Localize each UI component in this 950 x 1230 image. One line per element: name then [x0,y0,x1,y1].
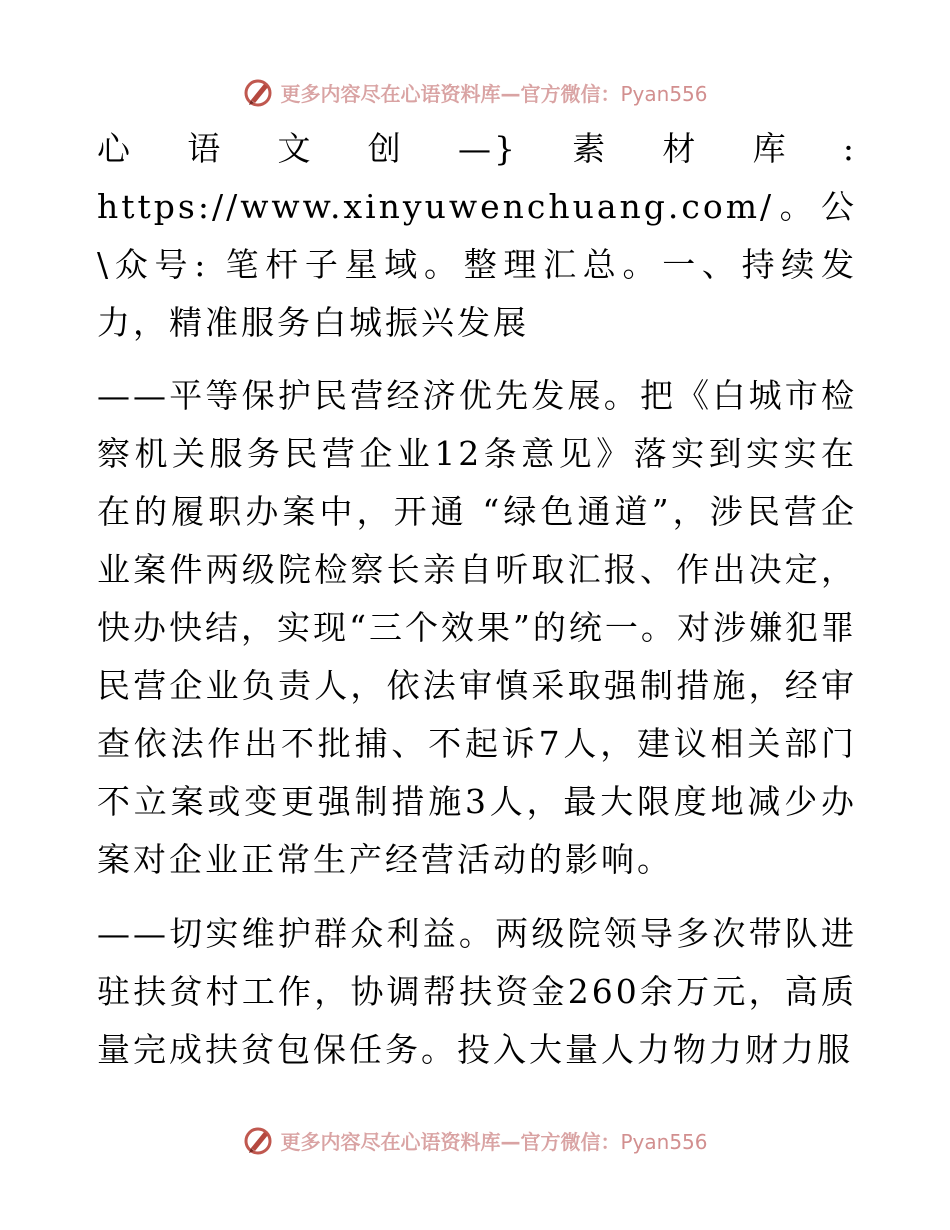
header-watermark [0,72,950,112]
paragraph-private-economy: ——平等保护民营经济优先发展。把《白城市检察机关服务民营企业12条意见》落实到实实在在的履职办案中，开通 “绿色通道”，涉民营企业案件两级院检察长亲自听取汇报、作出决定，快办快结，实现“三个效果”的统一。对涉嫌犯罪民营企业负责人，依法审慎采取强制措施，经审查依法作出不批捕、不起诉7人，建议相关部门不立案或变更强制措施3人，最大限度地减少办案对企业正常生产经营活动的影响。 [97,376,857,879]
footer-watermark [0,1120,950,1160]
watermark-text: 更多内容尽在心语资料库—官方微信：Pyan556 [280,1129,708,1154]
paragraph-public-interest: ——切实维护群众利益。两级院领导多次带队进驻扶贫村工作，协调帮扶资金260余万元，高质量完成扶贫包保任务。投入大量人力物力财力服 [97,914,857,1069]
watermark-text: 更多内容尽在心语资料库—官方微信：Pyan556 [280,81,708,106]
document-body [97,120,857,1079]
paragraph-intro: 心语文创—}素材库: https://www.xinyuwenchuang.com/。公\众号: 笔杆子星域。整理汇总。一、持续发力，精准服务白城振兴发展 [97,129,857,342]
pen-logo-icon [242,1124,274,1156]
pen-logo-icon [242,76,274,108]
